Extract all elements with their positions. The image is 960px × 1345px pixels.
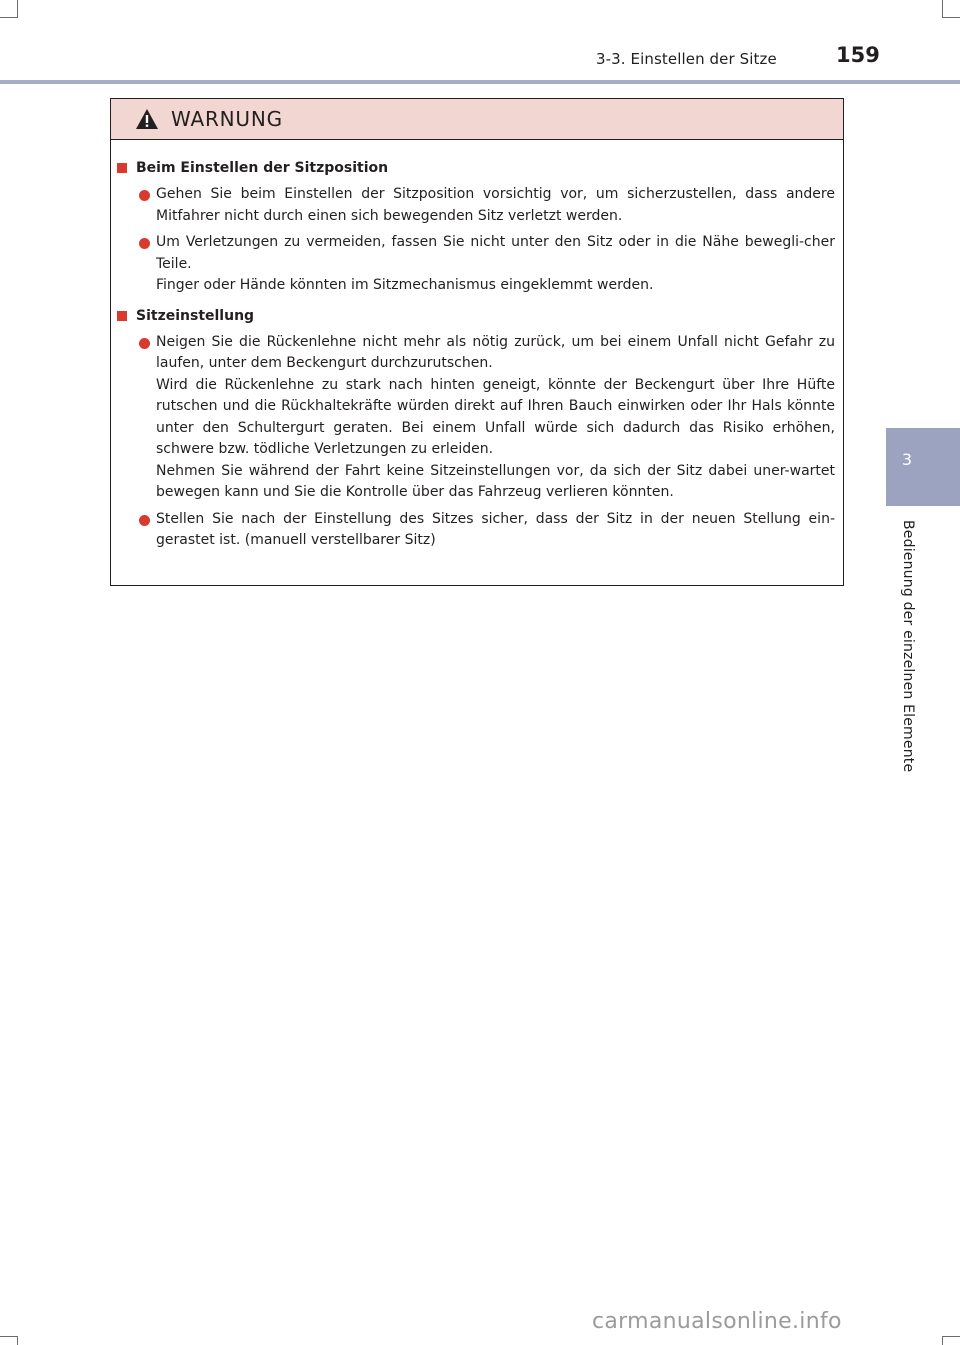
bullet-text: Gehen Sie beim Einstellen der Sitzposition vorsichtig vor, um sicherzustellen, dass andere Mitfahrer nicht durch einen sich bewegenden Sitz verletzt werden.	[156, 186, 835, 224]
square-bullet-icon	[117, 163, 127, 173]
crop-mark	[942, 1336, 943, 1345]
crop-mark	[17, 1336, 18, 1345]
warning-title: WARNUNG	[171, 107, 283, 131]
circle-bullet-icon	[139, 190, 150, 201]
circle-bullet-icon	[139, 238, 150, 249]
list-item	[111, 232, 843, 297]
crop-mark	[942, 17, 960, 18]
circle-bullet-icon	[139, 515, 150, 526]
bullet-text: Finger oder Hände könnten im Sitzmechanismus eingeklemmt werden.	[156, 277, 654, 293]
circle-bullet-icon	[139, 338, 150, 349]
section-title: 3-3. Einstellen der Sitze	[596, 50, 777, 68]
list-item	[111, 509, 843, 552]
crop-mark	[0, 1336, 18, 1337]
header-rule	[0, 80, 960, 84]
bullet-text: Wird die Rückenlehne zu stark nach hinten geneigt, könnte der Beckengurt über Ihre Hüfte rutschen und die Rückhaltekräfte würden direkt auf Ihren Bauch einwirken oder Ihr Hals könnte unter den Schultergurt geraten. Bei einem Unfall würde sich dadurch das Risiko erhöhen, schwere bzw. tödliche Verletzungen zu erleiden.	[156, 376, 835, 457]
page-number: 159	[836, 43, 880, 67]
crop-mark	[17, 0, 18, 18]
section-heading: Beim Einstellen der Sitzposition	[111, 157, 843, 179]
chapter-number: 3	[901, 450, 913, 469]
crop-mark	[942, 0, 943, 18]
chapter-label: Bedienung der einzelnen Elemente	[900, 520, 916, 773]
crop-mark	[0, 17, 18, 18]
bullet-text: Um Verletzungen zu vermeiden, fassen Sie nicht unter den Sitz oder in die Nähe bewegli-cher Teile.	[156, 234, 835, 272]
square-bullet-icon	[117, 311, 127, 321]
list-item	[111, 184, 843, 227]
warning-box	[110, 98, 844, 586]
bullet-text: Stellen Sie nach der Einstellung des Sitzes sicher, dass der Sitz in der neuen Stellung ein-gerastet ist. (manuell verstellbarer Sitz)	[156, 510, 835, 548]
warning-header	[111, 99, 843, 140]
chapter-tab	[886, 428, 960, 506]
watermark: carmanualsonline.info	[592, 1309, 842, 1334]
bullet-text: Neigen Sie die Rückenlehne nicht mehr als nötig zurück, um bei einem Unfall nicht Gefahr zu laufen, unter dem Beckengurt durchzurutschen.	[156, 333, 835, 371]
section-heading: Sitzeinstellung	[111, 305, 843, 327]
warning-triangle-icon	[135, 108, 159, 130]
warning-content	[111, 151, 843, 552]
list-item	[111, 332, 843, 504]
crop-mark	[942, 1336, 960, 1337]
bullet-text: Nehmen Sie während der Fahrt keine Sitzeinstellungen vor, da sich der Sitz dabei uner-wartet bewegen kann und Sie die Kontrolle über das Fahrzeug verlieren könnten.	[156, 462, 835, 500]
